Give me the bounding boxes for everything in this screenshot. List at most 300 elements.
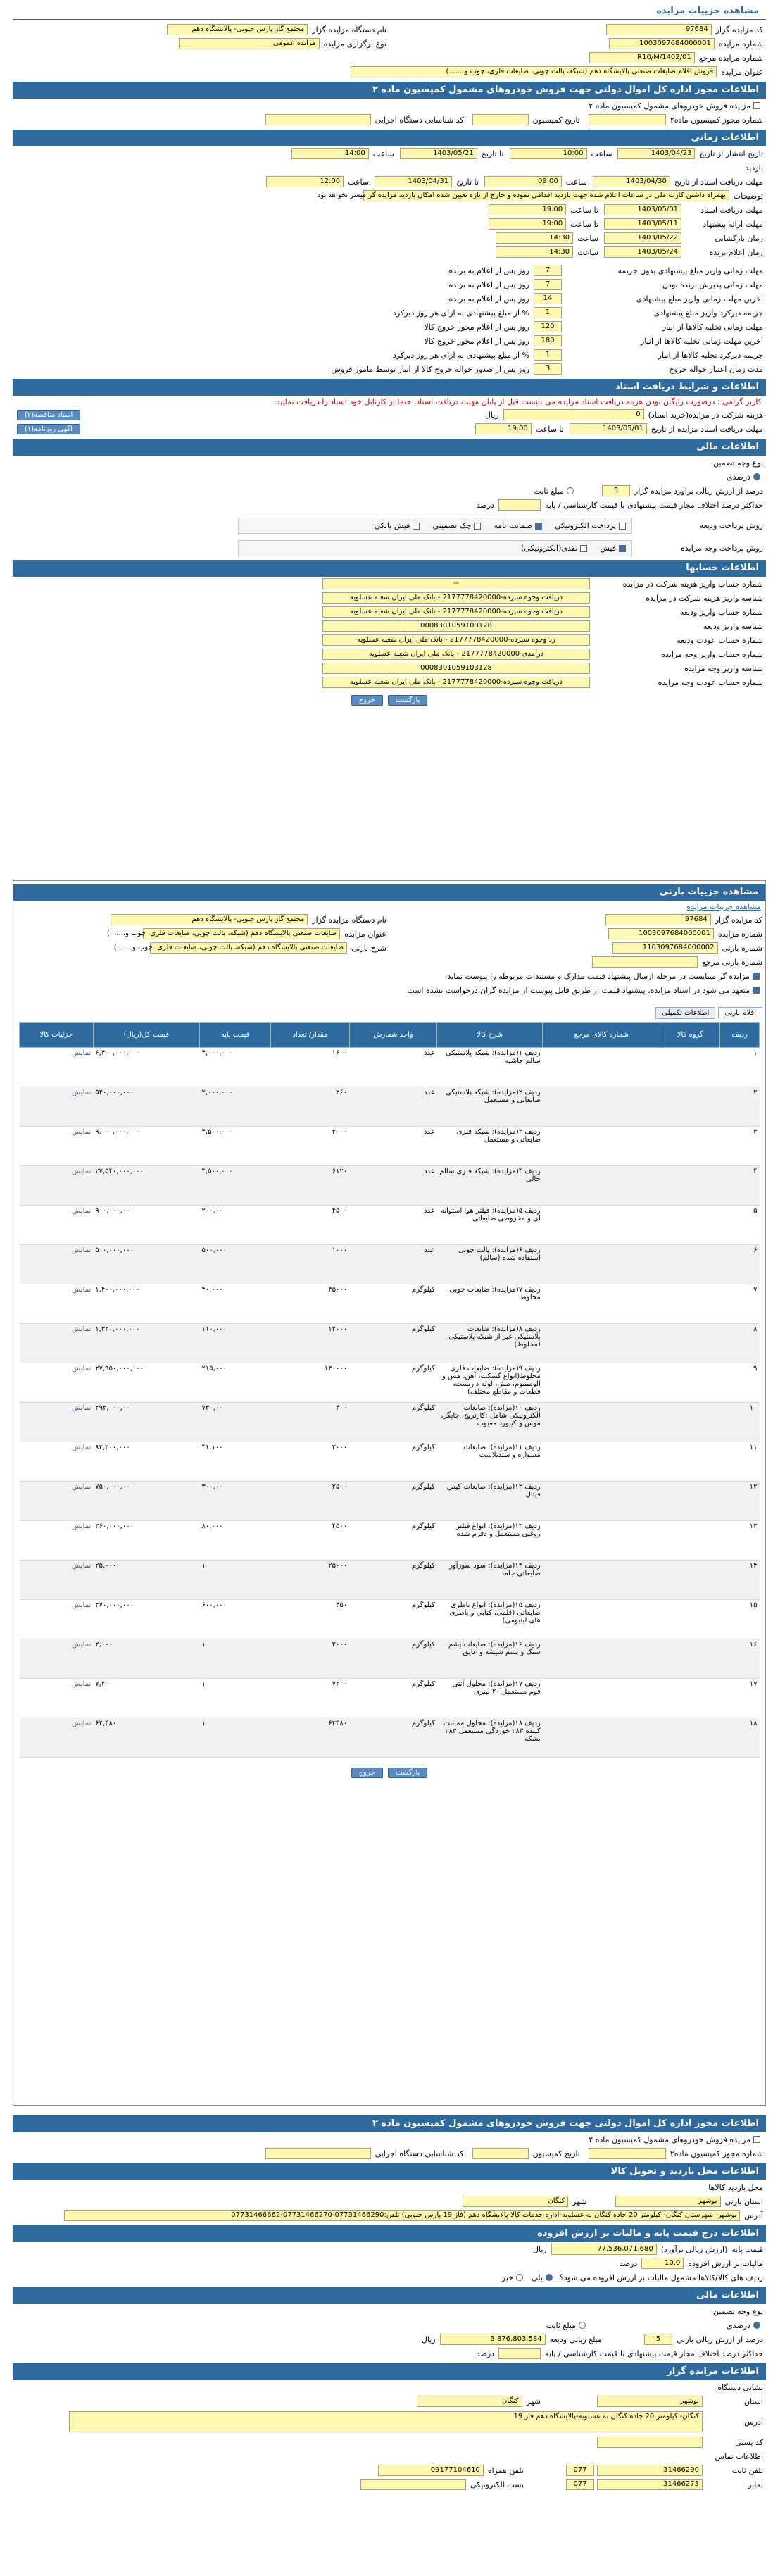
table-cell: ۲۵۰۰۰ <box>271 1561 349 1600</box>
table-cell <box>543 1245 660 1284</box>
table-row <box>20 1403 760 1442</box>
b-fax-code: 077 <box>566 2479 594 2490</box>
table-cell: ۲۰۰۰ <box>271 1442 349 1482</box>
winner-date: 1403/05/24 <box>604 246 681 258</box>
table-cell: ۹,۰۰۰,۰۰۰,۰۰۰ <box>93 1127 199 1166</box>
column-header: قیمت کل(ریال) <box>93 1023 199 1048</box>
table-row <box>20 1482 760 1521</box>
table-cell: ردیف ۲(مزایده): شبکه پلاستیکی ضایعاتی و مستعمل <box>437 1087 543 1127</box>
item-details-link[interactable]: نمایش <box>20 1206 94 1245</box>
percent-label: درصدی <box>727 472 750 482</box>
table-cell: کیلوگرم <box>349 1284 437 1324</box>
offer-deadline-date: 1403/05/11 <box>604 218 681 230</box>
b-mobile-field: 09177104610 <box>378 2465 484 2476</box>
newspaper-ad-button[interactable]: آگهی روزنامه(۱) <box>17 424 80 434</box>
table-cell: ردیف ۱(مزایده): شبکه پلاستیکی سالم حاشیه <box>437 1048 543 1087</box>
permit-q3: تاریخ کمیسیون <box>532 115 580 125</box>
table-row <box>20 1166 760 1206</box>
percent-radio[interactable] <box>753 473 760 480</box>
docs-section-title: اطلاعات و شرایط دریافت اسناد <box>13 379 766 396</box>
time-label: ساعت <box>577 233 598 243</box>
opening-date: 1403/05/22 <box>604 232 681 244</box>
publish-label: تاریخ انتشار از تاریخ <box>699 149 763 158</box>
duration-row <box>13 292 766 306</box>
visit-from-date: 1403/04/30 <box>593 176 670 187</box>
pay-opt-label: چک تضمینی <box>432 520 472 530</box>
table-cell: ۵۲۰,۰۰۰,۰۰۰ <box>93 1087 199 1127</box>
item-details-link[interactable]: نمایش <box>20 1718 94 1758</box>
item-details-link[interactable]: نمایش <box>20 1442 94 1482</box>
table-cell: ردیف ۳(مزایده): شبکه فلزی ضایعاتی و مستعمل <box>437 1127 543 1166</box>
table-cell: ۱ <box>720 1048 760 1087</box>
account-row <box>13 633 766 647</box>
table-cell: عدد <box>349 1206 437 1245</box>
table-cell: ۴۵۰۰ <box>271 1206 349 1245</box>
table-cell: کیلوگرم <box>349 1482 437 1521</box>
pay-opt-label: ضمانت نامه <box>494 520 532 530</box>
table-cell: ۲۰۰۰ <box>271 1639 349 1679</box>
v-code-label: کد مزایده گزار <box>715 915 762 925</box>
table-cell: ۵ <box>720 1206 760 1245</box>
tab-extra-info[interactable]: اطلاعات تکمیلی <box>655 1007 715 1019</box>
account-label: شماره حساب عودت وجه مزایده <box>658 677 763 687</box>
pay2-label: روش پرداخت وجه مزایده <box>681 543 763 553</box>
pay-receipt-checkbox[interactable] <box>413 523 420 530</box>
account-label: شماره حساب عودت ودیعه <box>677 635 763 645</box>
item-details-link[interactable]: نمایش <box>20 1363 94 1403</box>
account-value: دریافت وجوه سپرده-2177778420000 - بانک ملی ایران شعبه عسلویه <box>322 592 590 604</box>
docs-deadline-time2: 19:00 <box>475 423 532 434</box>
b-contact-info: اطلاعات تماس <box>715 2451 763 2461</box>
duration-row <box>13 306 766 320</box>
fee-unit: ریال <box>484 410 499 420</box>
account-row <box>13 661 766 675</box>
b-address-field: کنگان- کیلومتر 20 جاده کنگان به عسلویه-پالایشگاه دهم فاز 19 <box>69 2411 703 2432</box>
time-label: ساعت <box>348 177 370 187</box>
pay-methods-box <box>238 518 632 534</box>
fee-field: 0 <box>503 409 644 420</box>
b-email-label: پست الکترونیکی <box>470 2480 524 2489</box>
table-cell: ۶۱۲۰ <box>271 1166 349 1206</box>
table-cell: ۸ <box>720 1324 760 1363</box>
docs-deadline-date2: 1403/05/01 <box>570 423 647 434</box>
duration-row <box>13 348 766 362</box>
item-details-link[interactable]: نمایش <box>20 1679 94 1718</box>
table-row <box>20 1127 760 1166</box>
table-cell: ۱۶ <box>720 1639 760 1679</box>
pay-guarantee-checkbox[interactable] <box>535 523 542 530</box>
fixed-radio[interactable] <box>567 487 574 494</box>
code-label: کد مزایده گزار <box>715 25 763 35</box>
item-details-link[interactable]: نمایش <box>20 1127 94 1166</box>
table-row <box>20 1206 760 1245</box>
fixed-label: مبلغ ثابت <box>534 486 564 496</box>
type-label: نوع برگزاری مزایده <box>323 39 386 49</box>
b-permit-checkbox[interactable] <box>753 2136 760 2143</box>
b-city2-field: کنگان <box>417 2396 522 2407</box>
table-cell <box>660 1127 720 1166</box>
table-cell: ۷۵۰,۰۰۰,۰۰۰ <box>93 1482 199 1521</box>
table-cell <box>543 1048 660 1087</box>
b-percent-label: درصدی <box>727 2320 750 2330</box>
commit-label: متعهد می شود در اسناد مزایده، پیشنهاد قیمت از طریق فایل پیوست از مزایده گران درخواست نشده است. <box>404 985 750 995</box>
table-cell: عدد <box>349 1166 437 1206</box>
v-desc-field: ضایعات صنعتی پالایشگاه دهم (شبکه، پالت چوبی، ضایعات فلزی، چوب و.......) <box>150 942 347 954</box>
b-percent-radio[interactable] <box>753 2322 760 2329</box>
table-cell: ۱۵ <box>720 1600 760 1639</box>
b-addr-label: آدرس <box>744 2211 763 2220</box>
table-cell <box>660 1048 720 1087</box>
b-prov-label: استان بارنی <box>724 2196 763 2206</box>
duration-value: 3 <box>534 363 562 375</box>
b-address-label: آدرس <box>744 2417 763 2427</box>
table-cell: ردیف ۱۰(مزایده): ضایعات الکترونیکی شامل :کارتریج، چاپگر، موس و کیبورد معیوب <box>437 1403 543 1442</box>
table-cell: کیلوگرم <box>349 1679 437 1718</box>
table-cell: ۱ <box>200 1718 271 1758</box>
publish-from-time: 10:00 <box>510 148 587 159</box>
table-row <box>20 1284 760 1324</box>
barni-title: مشاهده جزییات بارنی <box>13 884 765 901</box>
duration-label: مهلت زمانی پذیرش برنده بودن <box>662 280 763 289</box>
permit-q2: شماره مجوز کمیسیون ماده۲ <box>670 115 763 125</box>
table-cell: کیلوگرم <box>349 1521 437 1561</box>
table-cell: ۱۷ <box>720 1679 760 1718</box>
b-state-field: بوشهر <box>597 2396 703 2407</box>
table-cell: ردیف ۱۱(مزایده): ضایعات مسواره و ستدیلاست <box>437 1442 543 1482</box>
table-cell <box>660 1521 720 1561</box>
permit-org-code-field[interactable] <box>265 114 371 125</box>
table-cell <box>660 1363 720 1403</box>
opening-label: زمان بازگشایی <box>715 233 763 243</box>
b-contact-title: اطلاعات مزایده گزار <box>13 2363 766 2380</box>
b-no-radio[interactable] <box>516 2274 523 2281</box>
table-cell <box>543 1324 660 1363</box>
account-value: درآمدی-2177778420000 - بانک ملی ایران شعبه عسلویه <box>322 649 590 660</box>
b-max-label: حداکثر درصد اختلاف مجاز قیمت پیشنهادی با قیمت کارشناسی / پایه <box>545 2349 763 2358</box>
column-header: شماره کالای مرجع <box>543 1023 660 1048</box>
table-cell <box>543 1284 660 1324</box>
table-cell: ردیف ۱۵(مزایده): انواع باطری ضایعاتی (قلمی، کتابی و باطری های لیتیومی) <box>437 1600 543 1639</box>
number-label: شماره مزایده <box>718 39 763 49</box>
item-details-link[interactable]: نمایش <box>20 1482 94 1521</box>
duration-label: جریمه دیرکرد واریز مبلغ پیشنهادی <box>653 308 763 318</box>
time-label: ساعت <box>577 247 598 257</box>
duration-suffix: روز پس از اعلام به برنده <box>448 294 529 304</box>
table-cell <box>543 1679 660 1718</box>
item-details-link[interactable]: نمایش <box>20 1600 94 1639</box>
duration-suffix: روز پس از اعلام به برنده <box>448 280 529 289</box>
table-cell <box>543 1442 660 1482</box>
table-cell <box>543 1639 660 1679</box>
table-cell <box>660 1561 720 1600</box>
pay2-cash-checkbox[interactable] <box>580 545 587 552</box>
pay-label: روش پرداخت ودیعه <box>699 520 763 530</box>
time-label: تا ساعت <box>535 424 564 434</box>
pay-cheque-checkbox[interactable] <box>474 523 481 530</box>
v-title-field: ضایعات صنعتی پالایشگاه دهم (شبکه، پالت چوبی، ضایعات فلزی، چوب و.......) <box>143 928 340 939</box>
b-base-label: قیمت پایه <box>731 2244 763 2254</box>
b-max-field <box>498 2348 541 2359</box>
v-number-label: شماره مزایده <box>717 929 762 939</box>
item-details-link[interactable]: نمایش <box>20 1166 94 1206</box>
fee-label: هزینه شرکت در مزایده(خرید اسناد) <box>648 410 763 420</box>
duration-label: جریمه دیرکرد تخلیه کالاها از انبار <box>658 350 763 360</box>
account-row <box>13 591 766 605</box>
ref-field: R10/M/1402/01 <box>589 52 695 63</box>
b-permit-org[interactable] <box>265 2148 371 2159</box>
b-fixed-label: مبلغ ثابت <box>546 2320 577 2330</box>
table-cell: ۱ <box>200 1679 271 1718</box>
table-cell: ۲۶۰ <box>271 1087 349 1127</box>
pay-opt-label: فیش بانکی <box>374 520 410 530</box>
column-header: جزئیات کالا <box>20 1023 94 1048</box>
offer-deadline-time: 19:00 <box>489 218 566 230</box>
table-cell <box>543 1363 660 1403</box>
table-cell: ۶,۴۰۰,۰۰۰,۰۰۰ <box>93 1048 199 1087</box>
table-cell: ۴۱,۱۰۰ <box>200 1442 271 1482</box>
column-header: مقدار/ تعداد <box>271 1023 349 1048</box>
b-phone-label: تلفن ثابت <box>731 2465 763 2475</box>
b-phone-code: 077 <box>566 2465 594 2476</box>
table-cell: ۶۲۴۸۰ <box>271 1718 349 1758</box>
b-amount-field: 3,876,803,584 <box>440 2334 546 2345</box>
tender-docs-button[interactable]: اسناد مناقصه(۲) <box>17 410 80 420</box>
pay2-opt-label: فیش <box>600 543 616 553</box>
table-cell: کیلوگرم <box>349 1718 437 1758</box>
table-cell: ۲۷,۹۵۰,۰۰۰,۰۰۰ <box>93 1363 199 1403</box>
table-cell: ۱ <box>200 1561 271 1600</box>
item-details-link[interactable]: نمایش <box>20 1561 94 1600</box>
visit-to-time: 12:00 <box>266 176 344 187</box>
table-cell: ۱۸ <box>720 1718 760 1758</box>
table-cell: ۷۳۰,۰۰۰ <box>200 1403 271 1442</box>
table-row <box>20 1442 760 1482</box>
b-city2-label: شهر <box>526 2396 541 2406</box>
back-button[interactable]: بازگشت <box>388 695 427 706</box>
permit-checkbox[interactable] <box>753 102 760 109</box>
table-cell <box>543 1521 660 1561</box>
table-cell: ۳۰۰,۰۰۰ <box>200 1482 271 1521</box>
table-cell: ردیف ۵(مزایده): فیلتر هوا استوانه ای و مخروطی ضایعاتی <box>437 1206 543 1245</box>
table-row <box>20 1048 760 1087</box>
table-cell <box>660 1442 720 1482</box>
v-desc-label: شرح بارنی <box>351 943 386 953</box>
docs-warning: کاربر گرامی : درصورت رایگان بودن هزینه دریافت اسناد مزایده می بایست قبل از پایان مهلت دریافت اسناد، حتما از کارتابل خود اسناد را دریافت نمایید. <box>274 397 762 406</box>
duration-label: مهلت زمانی تخلیه کالاها از انبار <box>662 322 763 332</box>
winner-time: 14:30 <box>496 246 573 258</box>
table-cell: ۲۵,۰۰۰ <box>93 1561 199 1600</box>
table-cell: ۳۶۰,۰۰۰,۰۰۰ <box>93 1521 199 1561</box>
table-cell: عدد <box>349 1087 437 1127</box>
b-pct-field: 5 <box>644 2334 672 2345</box>
duration-suffix: روز پس از اعلام مجوز خروج کالا <box>424 336 529 346</box>
duration-row <box>13 320 766 334</box>
table-cell: ردیف ۴(مزایده): شبکه فلزی سالم خالی <box>437 1166 543 1206</box>
accounts-section-title: اطلاعات حسابها <box>13 560 766 577</box>
tab-items[interactable]: اقلام بارنی <box>718 1007 762 1019</box>
to-label: تا تاریخ <box>456 177 479 187</box>
account-row <box>13 577 766 591</box>
column-header: ردیف <box>720 1023 760 1048</box>
table-cell: ۵۰۰,۰۰۰,۰۰۰ <box>93 1245 199 1284</box>
duration-suffix: % از مبلغ پیشنهادی به ازای هر روز دیرکرد <box>393 350 529 360</box>
duration-suffix: روز پس از اعلام به برنده <box>448 265 529 275</box>
visit-to-date: 1403/04/31 <box>375 176 452 187</box>
items-exit-button[interactable]: خروج <box>351 1768 383 1778</box>
permit-date-field[interactable] <box>472 114 529 125</box>
table-cell: ۲۵۰۰ <box>271 1482 349 1521</box>
table-cell: کیلوگرم <box>349 1600 437 1639</box>
time-label: تا ساعت <box>570 205 598 215</box>
b-prov-field: بوشهر <box>615 2196 721 2207</box>
b-permit-number[interactable] <box>589 2148 666 2159</box>
b-state-label: استان <box>743 2396 763 2406</box>
items-table <box>19 1022 760 1758</box>
permit-q4: کد شناسایی دستگاه اجرایی <box>375 115 464 125</box>
duration-row <box>13 334 766 348</box>
table-cell: عدد <box>349 1127 437 1166</box>
b-yes-label: بلی <box>531 2272 543 2282</box>
b-city-label: شهر <box>572 2196 587 2206</box>
duration-label: اخرین مهلت زمانی واریز مبلغ پیشنهادی <box>636 294 763 304</box>
duration-value: 180 <box>534 335 562 346</box>
b-zip-label: کد پستی <box>735 2437 763 2447</box>
time-label: ساعت <box>565 177 587 187</box>
table-cell <box>543 1600 660 1639</box>
account-label: شماره حساب واریز ودیعه <box>679 607 763 617</box>
table-cell: ردیف ۱۷(مزایده): محلول آنتی فوم مستعمل ۲۰ لیتری <box>437 1679 543 1718</box>
guarantee-label: نوع وجه تضمین <box>713 458 763 468</box>
table-cell: ۴۰,۰۰۰ <box>200 1284 271 1324</box>
table-cell: ۲۷۰,۰۰۰,۰۰۰ <box>93 1600 199 1639</box>
pct-field: 5 <box>602 485 630 496</box>
account-row <box>13 605 766 619</box>
item-details-link[interactable]: نمایش <box>20 1403 94 1442</box>
table-cell: عدد <box>349 1048 437 1087</box>
table-cell <box>543 1482 660 1521</box>
b-permit-q2: شماره مجوز کمیسیون ماده۲ <box>670 2149 763 2158</box>
table-cell: ۴۰۰ <box>271 1403 349 1442</box>
duration-label: مدت زمان اعتبار حواله خروج <box>669 364 763 374</box>
b-permit-title: اطلاعات مجوز اداره کل اموال دولتی جهت فروش خودروهای مشمول کمیسیون ماده ۲ <box>13 2115 766 2132</box>
table-cell <box>543 1206 660 1245</box>
table-cell: ۹ <box>720 1363 760 1403</box>
table-cell <box>660 1284 720 1324</box>
table-cell: ۲۹۲,۰۰۰,۰۰۰ <box>93 1403 199 1442</box>
duration-suffix: % از مبلغ پیشنهادی به ازای هر روز دیرکرد <box>393 308 529 318</box>
table-cell: ۷,۲۰۰ <box>93 1679 199 1718</box>
table-cell: کیلوگرم <box>349 1561 437 1600</box>
item-details-link[interactable]: نمایش <box>20 1521 94 1561</box>
b-tax-unit: درصد <box>619 2258 638 2268</box>
b-permit-date[interactable] <box>472 2148 529 2159</box>
table-cell: ۲,۰۰۰,۰۰۰ <box>200 1087 271 1127</box>
table-cell: ردیف ۱۴(مزایده): سود سوزآور ضایعاتی جامد <box>437 1561 543 1600</box>
time-label: ساعت <box>372 149 394 158</box>
v-barn-label: شماره بارنی <box>722 943 762 953</box>
table-cell: ۸۲,۲۰۰,۰۰۰ <box>93 1442 199 1482</box>
table-cell <box>660 1403 720 1442</box>
table-cell: ۸۰,۰۰۰ <box>200 1521 271 1561</box>
offer-deadline-label: مهلت ارائه پیشنهاد <box>703 219 763 229</box>
b-visit-label: محل بازدید کالاها <box>708 2182 763 2192</box>
permit-section-title: اطلاعات مجوز اداره کل اموال دولتی جهت فروش خودروهای مشمول کمیسیون ماده ۲ <box>13 82 766 99</box>
item-details-link[interactable]: نمایش <box>20 1324 94 1363</box>
org-label: نام دستگاه مزایده گزار <box>312 25 386 35</box>
table-cell: ۱۰۰۰ <box>271 1245 349 1284</box>
table-cell: ۱۴ <box>720 1561 760 1600</box>
items-back-button[interactable]: بازگشت <box>388 1768 427 1778</box>
permit-number-field[interactable] <box>589 114 666 125</box>
b-phone-field: 31466290 <box>597 2465 703 2476</box>
v-org-field: مجتمع گاز پارس جنوبی- پالایشگاه دهم <box>111 914 308 925</box>
b-pct-row-label: درصد از ارزش ریالی بارنی <box>677 2334 763 2344</box>
table-cell: ردیف ۹(مزایده): ضایعات فلزی مخلوط(انواع گسکت، آهن، مس و آلومینیوم، مش، لوله داربست، قطعات و مقاطع مختلف) <box>437 1363 543 1403</box>
b-fixed-radio[interactable] <box>579 2322 586 2329</box>
item-details-link[interactable]: نمایش <box>20 1639 94 1679</box>
b-tax-label: مالیات بر ارزش افزوده <box>688 2258 763 2268</box>
account-label: شناسه واریز هزینه شرکت در مزایده <box>646 593 763 603</box>
pay-opt-label: پرداخت الکترونیکی <box>555 520 616 530</box>
b-base-unit: ریال <box>533 2244 547 2254</box>
table-cell <box>660 1324 720 1363</box>
pay2-receipt-checkbox[interactable] <box>619 545 626 552</box>
duration-row <box>13 277 766 292</box>
table-cell: ۱۶۰۰ <box>271 1048 349 1087</box>
account-row <box>13 619 766 633</box>
docs-deadline-time: 19:00 <box>489 204 566 215</box>
commit-checkbox[interactable] <box>753 987 760 994</box>
table-cell: ۲,۰۰۰ <box>93 1639 199 1679</box>
item-details-link[interactable]: نمایش <box>20 1087 94 1127</box>
finance-section-title: اطلاعات مالی <box>13 439 766 456</box>
account-value: دریافت وجوه سپرده-2177778420000 - بانک ملی ایران شعبه عسلویه <box>322 606 590 618</box>
title-field: فروش اقلام ضایعات صنعتی پالایشگاه دهم (شبکه، پالت چوبی، ضایعات فلزی، چوب و.......) <box>351 66 717 77</box>
max-field <box>498 499 541 511</box>
duration-value: 1 <box>534 349 562 361</box>
table-cell: عدد <box>349 1245 437 1284</box>
table-row <box>20 1087 760 1127</box>
item-details-link[interactable]: نمایش <box>20 1048 94 1087</box>
table-cell: ۱,۳۲۰,۰۰۰,۰۰۰ <box>93 1324 199 1363</box>
duration-value: 14 <box>534 293 562 304</box>
docs-deadline-label: مهلت دریافت اسناد <box>700 205 763 215</box>
item-details-link[interactable]: نمایش <box>20 1284 94 1324</box>
exit-button[interactable]: خروج <box>351 695 383 706</box>
b-visit-title: اطلاعات محل بازدید و تحویل کالا <box>13 2163 766 2180</box>
table-cell: ردیف ۱۶(مزایده): ضایعات پشم سنگ و پشم شیشه و عایق <box>437 1639 543 1679</box>
table-cell: ۴۵۰ <box>271 1600 349 1639</box>
table-cell: ۱۰ <box>720 1403 760 1442</box>
b-yes-radio[interactable] <box>546 2274 553 2281</box>
table-row <box>20 1521 760 1561</box>
account-label: شناسه واریز ودیعه <box>703 621 763 631</box>
table-cell: ردیف ۶(مزایده): پالت چوبی استفاده شده (سالم) <box>437 1245 543 1284</box>
v-code-field: 97684 <box>605 914 711 925</box>
pay-electronic-checkbox[interactable] <box>619 523 626 530</box>
table-row <box>20 1363 760 1403</box>
table-cell <box>660 1245 720 1284</box>
table-cell: ۴۵۰۰ <box>271 1521 349 1561</box>
b-g-label: نوع وجه تضمین <box>713 2306 763 2316</box>
publish-from-date: 1403/04/23 <box>617 148 695 159</box>
table-cell <box>543 1718 660 1758</box>
b-amount-unit: ریال <box>421 2334 436 2344</box>
table-cell: ۳ <box>720 1127 760 1166</box>
attach-required-checkbox[interactable] <box>753 973 760 980</box>
item-details-link[interactable]: نمایش <box>20 1245 94 1284</box>
account-value: دریافت وجوه سپرده-2177778420000 - بانک ملی ایران شعبه عسلویه <box>322 677 590 688</box>
